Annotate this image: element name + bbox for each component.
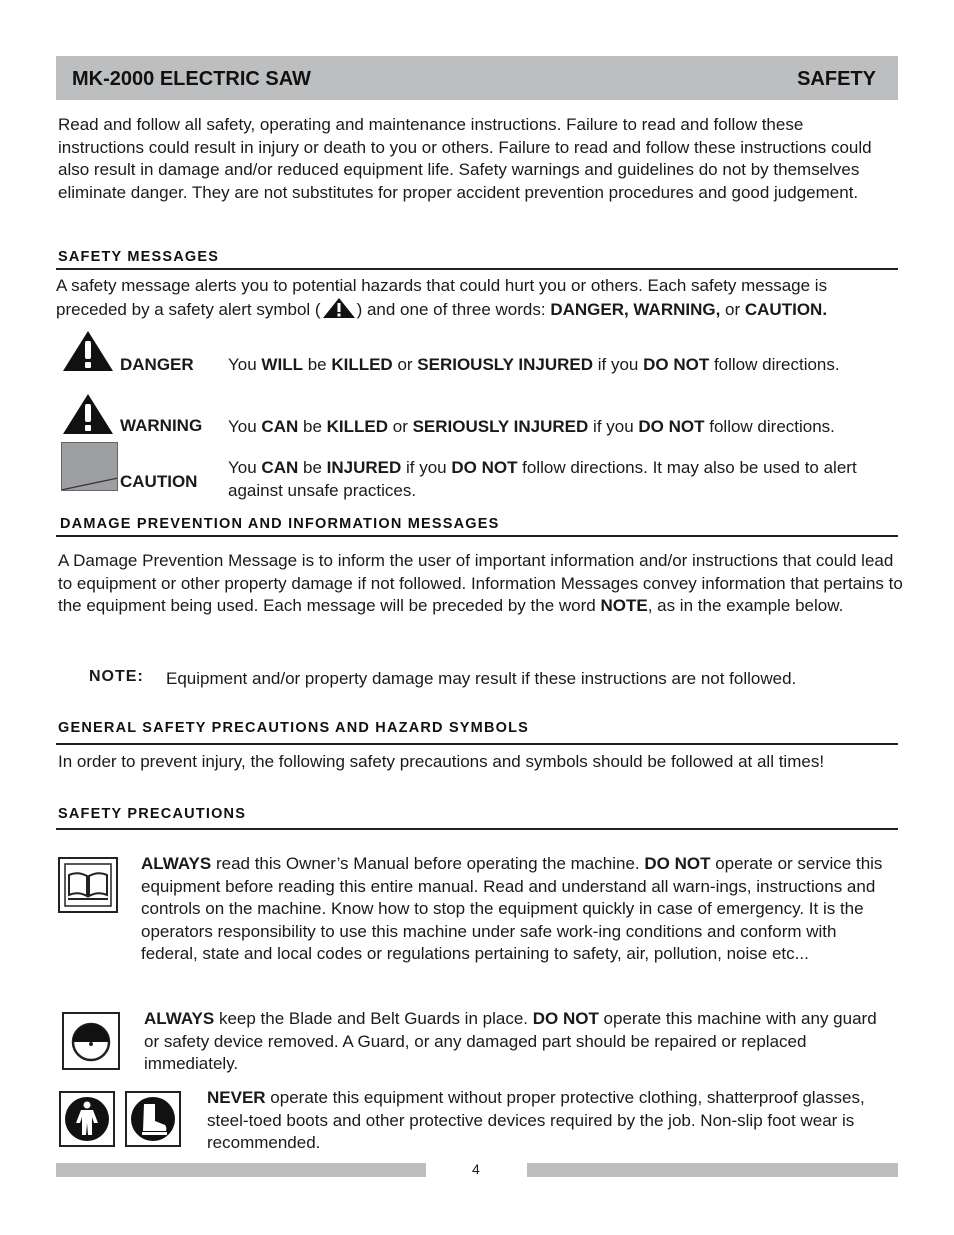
warning-t1: You bbox=[228, 417, 262, 436]
danger-t5: follow directions. bbox=[709, 355, 840, 374]
divider bbox=[56, 828, 898, 830]
caution-label: CAUTION bbox=[120, 472, 198, 491]
damage-heading: DAMAGE PREVENTION AND INFORMATION MESSAGES bbox=[60, 516, 500, 532]
caution-t1: You bbox=[228, 458, 262, 477]
line2-or: or bbox=[720, 300, 745, 319]
warning-text bbox=[228, 415, 835, 438]
divider bbox=[56, 743, 898, 745]
note-text: Equipment and/or property damage may result if these instructions are not followed. bbox=[166, 669, 797, 688]
general-heading: GENERAL SAFETY PRECAUTIONS AND HAZARD SYMBOLS bbox=[58, 720, 530, 736]
warning-b3: SERIOUSLY INJURED bbox=[412, 417, 589, 436]
warning-b1: CAN bbox=[261, 417, 299, 436]
warning-b4: DO NOT bbox=[638, 417, 705, 436]
warning-label: WARNING bbox=[120, 416, 203, 435]
safety-messages-heading: SAFETY MESSAGES bbox=[58, 249, 220, 265]
warning-t2: be bbox=[298, 417, 327, 436]
precaution-item-1 bbox=[141, 853, 891, 966]
item1-lead: ALWAYS bbox=[141, 854, 212, 873]
item3-lead: NEVER bbox=[207, 1088, 266, 1107]
danger-t4: if you bbox=[593, 355, 644, 374]
item3-t1: operate this equipment without proper protective clothing, shatterproof glasses, steel-toed boots and other protective devices required by the job. Non-slip foot wear is recommended. bbox=[207, 1088, 865, 1152]
divider bbox=[56, 268, 898, 270]
divider bbox=[56, 535, 898, 537]
warning-t3: or bbox=[388, 417, 413, 436]
danger-b4: DO NOT bbox=[643, 355, 710, 374]
signal-words-2: CAUTION. bbox=[744, 300, 828, 319]
caution-b3: DO NOT bbox=[451, 458, 518, 477]
precaution-item-3 bbox=[207, 1087, 907, 1155]
caution-b2: INJURED bbox=[326, 458, 402, 477]
danger-t1: You bbox=[228, 355, 262, 374]
caution-text bbox=[228, 456, 908, 502]
danger-label: DANGER bbox=[120, 355, 194, 374]
item2-b1: DO NOT bbox=[532, 1009, 599, 1028]
signal-words-1: DANGER, WARNING, bbox=[550, 300, 721, 319]
safety-messages-line1: A safety message alerts you to potential hazards that could hurt you or others. Each safety message is bbox=[56, 276, 828, 295]
danger-b1: WILL bbox=[261, 355, 303, 374]
alert-symbol-icon bbox=[321, 297, 357, 319]
header-bar bbox=[56, 56, 898, 100]
manual-book-icon bbox=[58, 857, 118, 913]
caution-t4: follow directions. It may also be used to alert against unsafe practices. bbox=[228, 458, 857, 500]
precautions-heading: SAFETY PRECAUTIONS bbox=[58, 806, 247, 822]
line2-pre: preceded by a safety alert symbol ( bbox=[56, 300, 321, 319]
caution-t2: be bbox=[298, 458, 327, 477]
precaution-item-2 bbox=[144, 1008, 896, 1076]
danger-text bbox=[228, 353, 840, 376]
protective-clothing-icon bbox=[59, 1091, 115, 1147]
general-paragraph: In order to prevent injury, the following safety precautions and symbols should be followed at all times! bbox=[58, 752, 825, 771]
item1-t1: read this Owner’s Manual before operating the machine. bbox=[211, 854, 645, 873]
item2-lead: ALWAYS bbox=[144, 1009, 215, 1028]
danger-b3: SERIOUSLY INJURED bbox=[417, 355, 594, 374]
caution-t3: if you bbox=[401, 458, 452, 477]
footer-bar-left bbox=[56, 1163, 426, 1177]
warning-t4: if you bbox=[588, 417, 639, 436]
footer-bar-right bbox=[527, 1163, 898, 1177]
item1-b1: DO NOT bbox=[644, 854, 711, 873]
caution-swatch-icon bbox=[61, 442, 118, 491]
danger-b2: KILLED bbox=[331, 355, 393, 374]
line2-mid: ) and one of three words: bbox=[356, 300, 551, 319]
warning-b2: KILLED bbox=[326, 417, 389, 436]
danger-t2: be bbox=[302, 355, 332, 374]
safety-boot-icon bbox=[125, 1091, 181, 1147]
item2-t1: keep the Blade and Belt Guards in place. bbox=[214, 1009, 533, 1028]
page-number: 4 bbox=[472, 1161, 480, 1177]
note-label: NOTE: bbox=[89, 668, 144, 685]
section-title: SAFETY bbox=[797, 68, 876, 90]
item1-t2: operate or service this equipment before reading this entire manual. Read and understand all warn-ings, instructions and controls on the machine. Know how to stop the equipment quickly in case of emergency. It is the operators responsibility to use this machine under safe work-ing conditions and conform with federal, state and local codes or regulations pertaining to safety, air, pollution, noise etc... bbox=[141, 854, 883, 963]
intro-paragraph: Read and follow all safety, operating and maintenance instructions. Failure to read and follow these instructions could result in injury or death to you or others. Failure to read and follow these instructions could also result in damage and/or reduced equipment life. Safety warnings and guidelines do not by themselves eliminate danger. They are not substitutes for proper accident prevention procedures and good judgement. bbox=[58, 115, 872, 202]
damage-paragraph bbox=[58, 550, 910, 618]
blade-guard-icon bbox=[62, 1012, 120, 1070]
danger-icon bbox=[62, 330, 114, 372]
caution-b1: CAN bbox=[261, 458, 299, 477]
damage-note-word: NOTE bbox=[600, 596, 648, 615]
warning-t5: follow directions. bbox=[704, 417, 835, 436]
danger-t3: or bbox=[392, 355, 418, 374]
damage-body-end: , as in the example below. bbox=[647, 596, 844, 615]
document-title: MK-2000 ELECTRIC SAW bbox=[72, 68, 311, 90]
safety-messages-line2 bbox=[56, 297, 827, 322]
item2-t2: operate this machine with any guard or safety device removed. A Guard, or any damaged part should be repaired or replaced immediately. bbox=[144, 1009, 877, 1073]
warning-icon bbox=[62, 393, 114, 435]
damage-body: A Damage Prevention Message is to inform the user of important information and/or instructions that could lead to equipment or other property damage if not followed. Information Messages convey information that pertains to the equipment being used. Each message will be preceded by the word bbox=[58, 551, 903, 615]
